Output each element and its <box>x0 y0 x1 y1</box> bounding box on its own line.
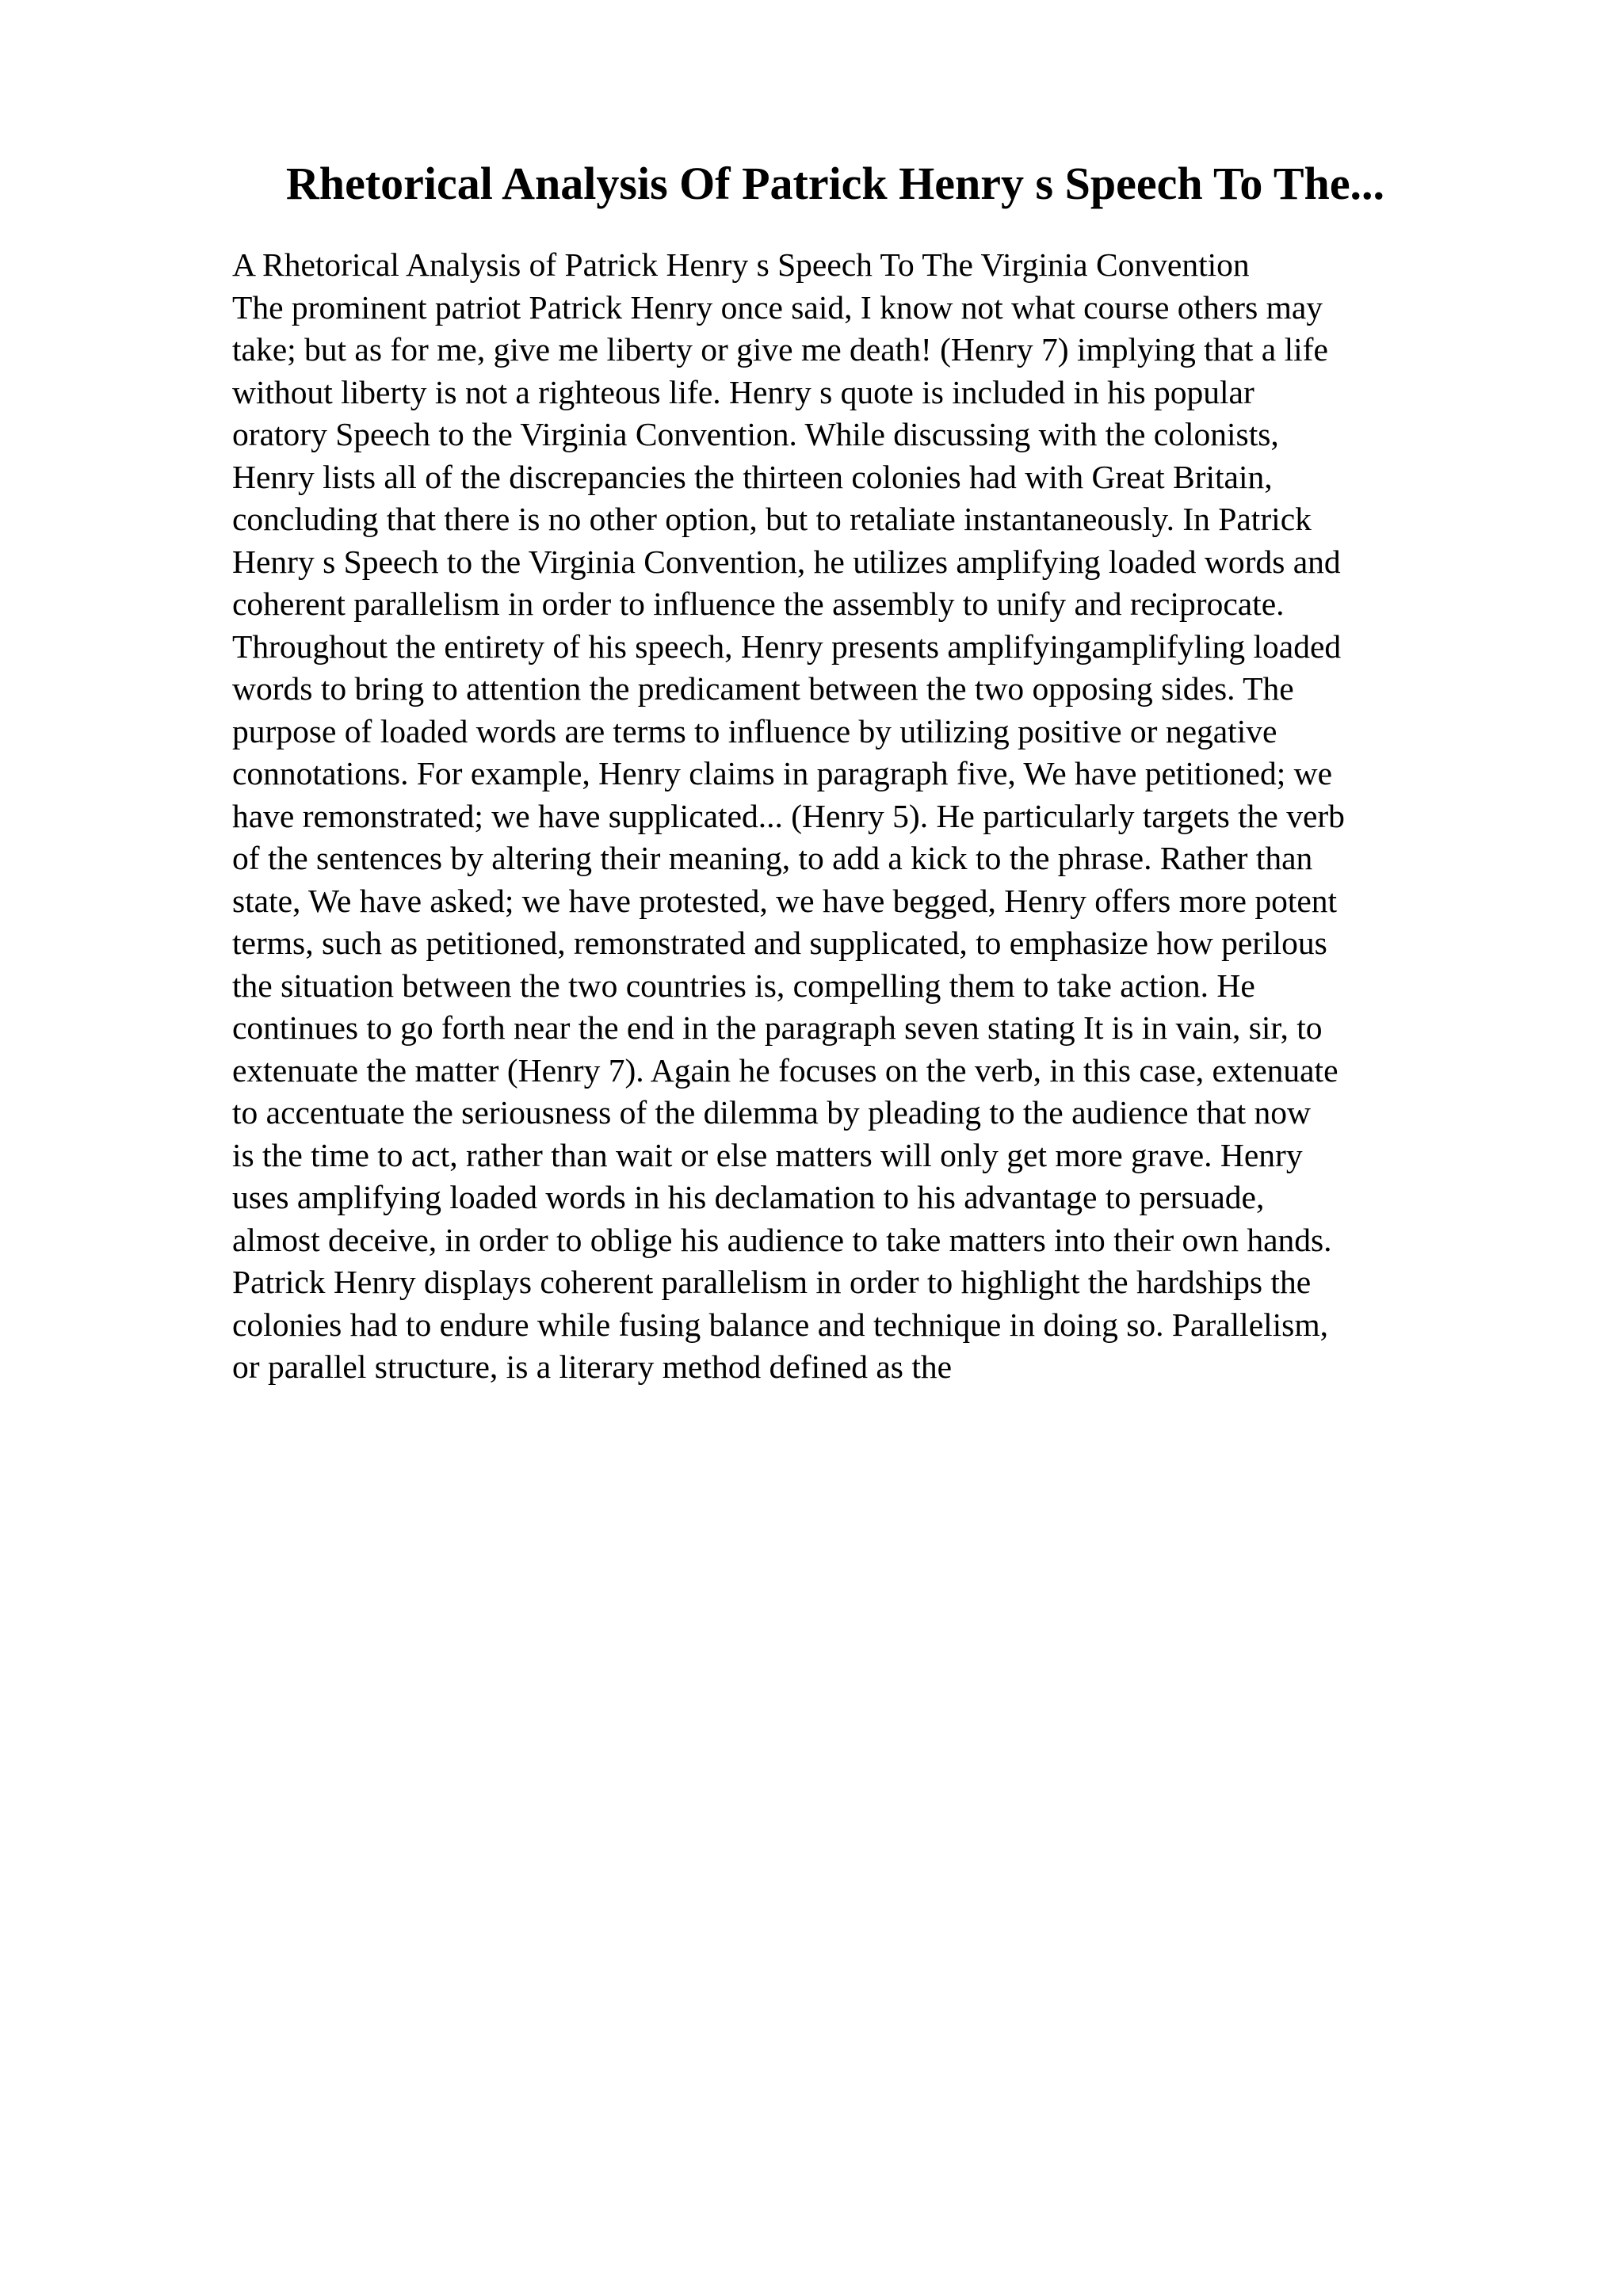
text-line: have remonstrated; we have supplicated... (Henry 5). He particularly targets the verb <box>232 797 1345 834</box>
text-line: uses amplifying loaded words in his declamation to his advantage to persuade, <box>232 1179 1265 1215</box>
text-line: coherent parallelism in order to influence the assembly to unify and reciprocate. <box>232 585 1285 622</box>
text-line: connotations. For example, Henry claims in paragraph five, We have petitioned; we <box>232 755 1333 791</box>
document-body <box>232 244 1500 1389</box>
text-line: state, We have asked; we have protested, we have begged, Henry offers more potent <box>232 882 1338 919</box>
text-line: colonies had to endure while fusing balance and technique in doing so. Parallelism, <box>232 1306 1328 1343</box>
text-line: The prominent patriot Patrick Henry once said, I know not what course others may <box>232 288 1323 326</box>
document-title: Rhetorical Analysis Of Patrick Henry s Speech To The... <box>285 158 1385 209</box>
text-line: or parallel structure, is a literary method defined as the <box>232 1348 953 1385</box>
text-line: oratory Speech to the Virginia Convention. While discussing with the colonists, <box>232 416 1279 452</box>
text-line: A Rhetorical Analysis of Patrick Henry s Speech To The Virginia Convention <box>232 246 1250 283</box>
text-line: extenuate the matter (Henry 7). Again he focuses on the verb, in this case, extenuate <box>232 1051 1338 1089</box>
text-line: without liberty is not a righteous life. Henry s quote is included in his popular <box>232 373 1254 410</box>
text-line: to accentuate the seriousness of the dilemma by pleading to the audience that now <box>232 1094 1311 1131</box>
text-line: concluding that there is no other option, but to retaliate instantaneously. In Patrick <box>232 501 1312 537</box>
text-line: the situation between the two countries is, compelling them to take action. He <box>232 967 1255 1004</box>
text-line: is the time to act, rather than wait or else matters will only get more grave. Henry <box>232 1136 1303 1173</box>
text-line: purpose of loaded words are terms to influence by utilizing positive or negative <box>232 712 1277 749</box>
text-line: almost deceive, in order to oblige his audience to take matters into their own hands. <box>232 1221 1332 1258</box>
text-line: Henry lists all of the discrepancies the thirteen colonies had with Great Britain, <box>232 458 1273 495</box>
text-line: Henry s Speech to the Virginia Convention, he utilizes amplifying loaded words and <box>232 543 1341 580</box>
text-line: take; but as for me, give me liberty or give me death! (Henry 7) implying that a life <box>232 331 1328 368</box>
text-line: Patrick Henry displays coherent parallelism in order to highlight the hardships the <box>232 1264 1312 1300</box>
text-line: terms, such as petitioned, remonstrated and supplicated, to emphasize how perilous <box>232 925 1327 961</box>
text-line: of the sentences by altering their meaning, to add a kick to the phrase. Rather than <box>232 840 1313 876</box>
text-line: words to bring to attention the predicament between the two opposing sides. The <box>232 670 1294 707</box>
text-line: continues to go forth near the end in the paragraph seven stating It is in vain, sir, to <box>232 1009 1323 1046</box>
text-line: Throughout the entirety of his speech, Henry presents amplifyingamplifyling loaded <box>232 627 1342 665</box>
